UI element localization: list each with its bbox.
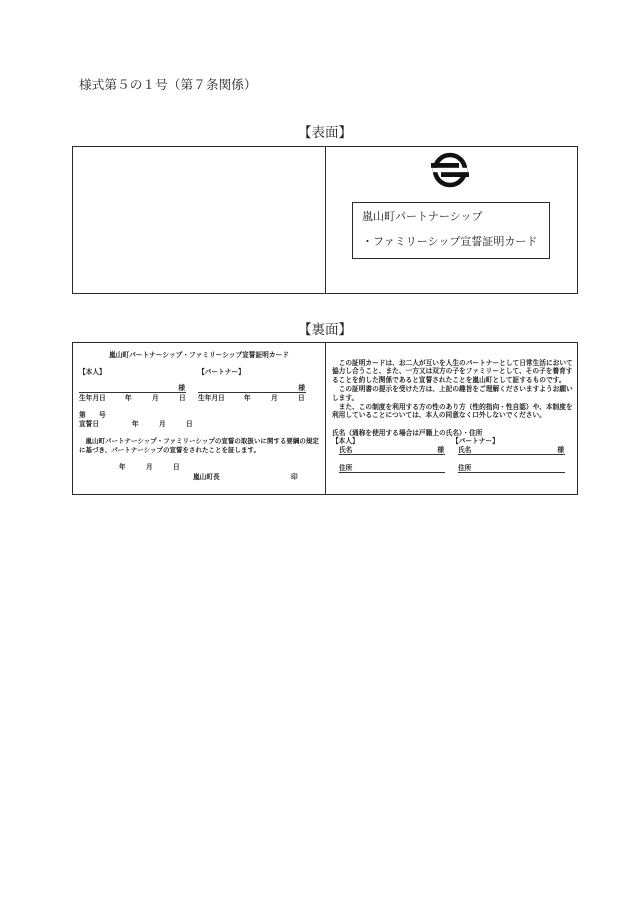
card-title-line-1: 嵐山町パートナーシップ <box>362 210 483 223</box>
back-card <box>72 342 578 495</box>
issuer-label: 嵐山町長 <box>193 473 220 481</box>
notice-paragraph-request: この証明書の提示を受けた方は、上記の趣旨をご理解くださいますようお願いします。 <box>332 384 573 402</box>
notice-text-block <box>332 359 575 421</box>
certificate-number-prefix: 第 <box>79 411 86 419</box>
seal-mark: 印 <box>291 473 298 481</box>
certificate-number-suffix: 号 <box>99 411 106 419</box>
oath-month-unit: 月 <box>159 420 166 428</box>
self-birth-day-unit: 日 <box>179 394 186 402</box>
partner-name-label: 氏名 <box>458 446 472 454</box>
self-address-field <box>339 464 445 473</box>
town-emblem-icon <box>431 151 469 189</box>
self-birth-year-unit: 年 <box>125 394 132 402</box>
partner-honorific: 様 <box>298 384 305 392</box>
back-card-right-panel <box>325 343 577 494</box>
back-partner-label: 【パートナー】 <box>452 437 499 445</box>
partner-label: 【パートナー】 <box>198 368 245 376</box>
partner-birth-year-unit: 年 <box>244 394 251 402</box>
card-title-line-2: ・ファミリーシップ宣誓証明カード <box>362 235 538 248</box>
issue-month-unit: 月 <box>146 463 153 471</box>
partner-name-field <box>458 446 565 455</box>
emblem-upper-bar <box>431 163 459 168</box>
issue-day-unit: 日 <box>173 463 180 471</box>
self-birthdate-label: 生年月日 <box>79 394 106 402</box>
front-card-right-panel <box>325 147 577 293</box>
name-address-heading: 氏名（通称を使用する場合は戸籍上の氏名）・住所 <box>332 429 483 437</box>
back-card-title: 嵐山町パートナーシップ・ファミリーシップ宣誓証明カード <box>109 351 289 359</box>
self-birth-month-unit: 月 <box>152 394 159 402</box>
partner-birth-day-unit: 日 <box>298 394 305 402</box>
oath-year-unit: 年 <box>132 420 139 428</box>
emblem-center-gap <box>433 168 467 172</box>
back-card-left-panel <box>73 343 325 494</box>
self-label: 【本人】 <box>79 368 106 376</box>
notice-paragraph-privacy: また、この制度を利用する方の性のあり方（性的指向・性自認）や、本制度を利用していることについては、本人の同意なく口外しないでください。 <box>332 402 573 420</box>
partner-birthdate-label: 生年月日 <box>198 394 225 402</box>
notice-paragraph-purpose: この証明カードは、お二人が互いを人生のパートナーとして日常生活において協力し合うこと、また、一方又は双方の子をファミリーとして、その子を養育することを約した関係であると宣誓されたことを嵐山町として証するものです。 <box>332 358 573 385</box>
partner-name-honorific: 様 <box>557 446 564 454</box>
emblem-lower-bar <box>441 172 469 177</box>
self-name-line <box>79 384 186 393</box>
form-number-heading: 様式第５の１号（第７条関係） <box>79 77 257 92</box>
front-card <box>72 146 578 294</box>
partner-address-field <box>458 464 565 473</box>
back-side-label: 【裏面】 <box>298 322 352 338</box>
oath-day-unit: 日 <box>186 420 193 428</box>
partner-address-label: 住所 <box>458 464 472 472</box>
self-honorific: 様 <box>178 384 185 392</box>
back-self-label: 【本人】 <box>332 437 359 445</box>
partner-name-line <box>198 384 306 393</box>
issue-year-unit: 年 <box>119 463 126 471</box>
self-name-honorific: 様 <box>437 446 444 454</box>
front-side-label: 【表面】 <box>298 125 352 141</box>
self-address-label: 住所 <box>339 464 353 472</box>
self-name-label: 氏名 <box>339 446 353 454</box>
card-title-box <box>352 202 550 259</box>
oath-date-label: 宣誓日 <box>79 420 100 428</box>
front-card-blank-area <box>73 147 325 293</box>
certification-text: 嵐山町パートナーシップ・ファミリーシップの宣誓の取扱いに関する要綱の規定に基づき、パートナーシップの宣誓をされたことを証します。 <box>79 436 319 454</box>
partner-birth-month-unit: 月 <box>271 394 278 402</box>
self-name-field <box>339 446 445 455</box>
